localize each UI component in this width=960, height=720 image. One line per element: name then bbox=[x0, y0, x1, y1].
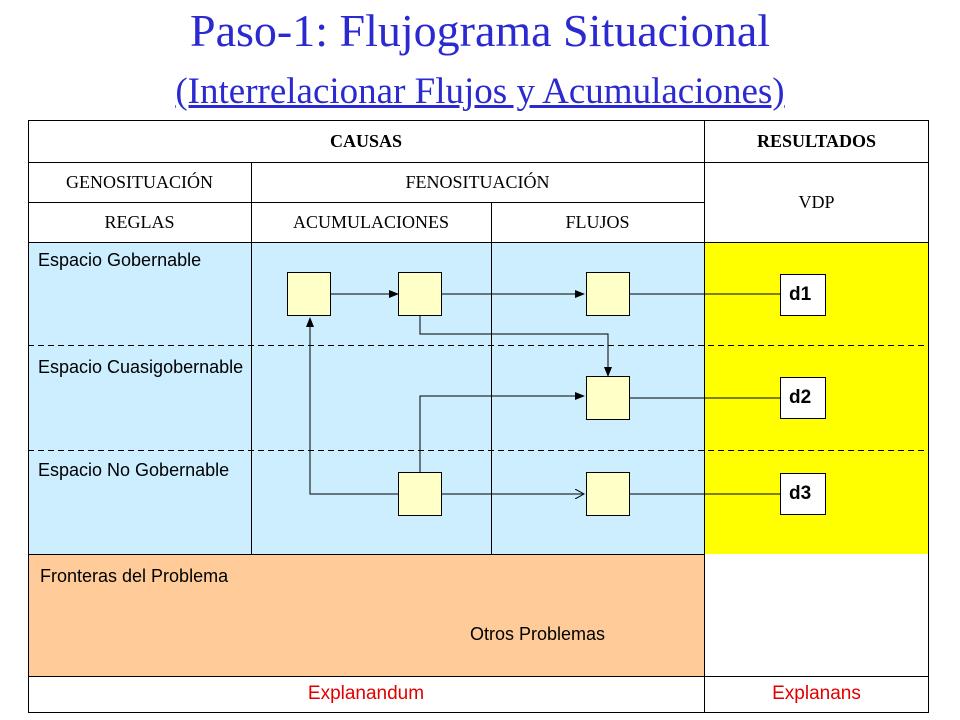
header-reglas: REGLAS bbox=[104, 211, 175, 232]
node-rule bbox=[287, 272, 331, 316]
page-subtitle: (Interrelacionar Flujos y Acumulaciones) bbox=[175, 71, 785, 112]
zone-label-no-gobernable: Espacio No Gobernable bbox=[38, 460, 230, 480]
arrow-n5-n4 bbox=[420, 396, 584, 472]
node-accumulation-2 bbox=[398, 472, 442, 516]
result-d2: d2 bbox=[780, 377, 826, 419]
result-d3: d3 bbox=[780, 473, 826, 515]
header-causas: CAUSAS bbox=[329, 130, 403, 151]
footer-explanans: Explanans bbox=[772, 683, 861, 704]
arrow-n5-n1 bbox=[310, 318, 398, 494]
node-flow-3 bbox=[586, 472, 630, 516]
node-accumulation-1 bbox=[398, 272, 442, 316]
zone-label-gobernable: Espacio Gobernable bbox=[38, 250, 202, 270]
header-genosituacion: GENOSITUACIÓN bbox=[66, 171, 213, 192]
header-acumulaciones: ACUMULACIONES bbox=[292, 211, 449, 232]
header-vdp: VDP bbox=[798, 191, 835, 212]
label-fronteras: Fronteras del Problema bbox=[40, 566, 229, 586]
node-flow-2 bbox=[586, 376, 630, 420]
result-d1: d1 bbox=[780, 274, 826, 316]
header-resultados: RESULTADOS bbox=[756, 130, 877, 151]
zone-label-cuasigobernable: Espacio Cuasigobernable bbox=[38, 357, 244, 377]
header-flujos: FLUJOS bbox=[565, 211, 630, 232]
footer-explanandum: Explanandum bbox=[307, 683, 425, 704]
node-flow-1 bbox=[586, 272, 630, 316]
label-otros-problemas: Otros Problemas bbox=[470, 624, 606, 644]
header-fenosituacion: FENOSITUACIÓN bbox=[405, 171, 550, 192]
page-title: Paso-1: Flujograma Situacional bbox=[189, 5, 771, 56]
